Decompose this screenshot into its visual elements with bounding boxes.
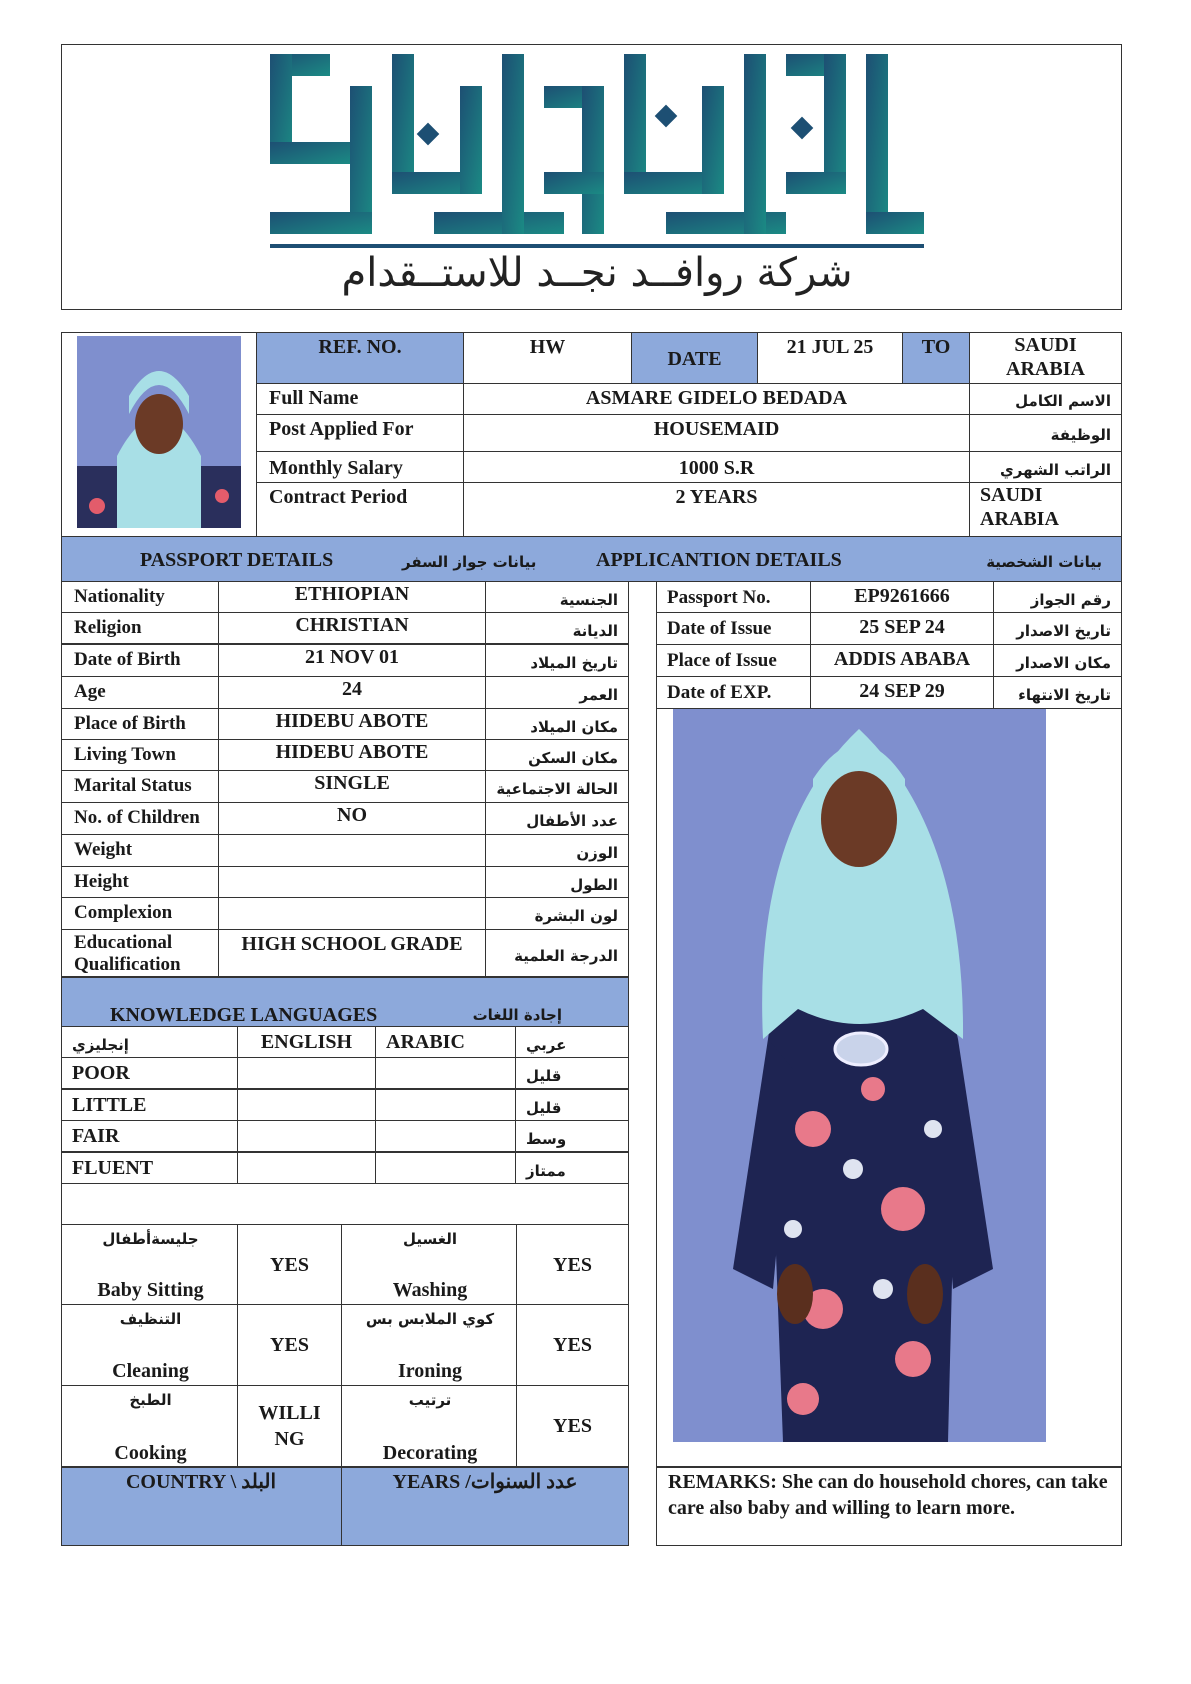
experience-country-label: COUNTRY \ البلد: [125, 1471, 277, 1493]
skill-right-cell: [341, 1304, 517, 1386]
personal-label: Complexion: [61, 897, 219, 930]
lang-level: FLUENT: [61, 1152, 238, 1184]
skill-right-value: YES: [516, 1304, 629, 1386]
skill-left-en: Baby Sitting: [97, 1279, 204, 1301]
skill-right-en: Washing: [392, 1279, 468, 1301]
personal-label: Nationality: [61, 581, 219, 613]
skill-right-ar: الغسيل: [402, 1230, 458, 1248]
lang-english-cell: [237, 1152, 376, 1184]
portrait-photo: [77, 336, 241, 528]
lang-level: FAIR: [61, 1120, 238, 1152]
personal-value: HIDEBU ABOTE: [218, 739, 486, 771]
personal-label: Date of Birth: [61, 644, 219, 677]
skill-left-cell: [61, 1224, 238, 1305]
skill-right-en: Ironing: [397, 1360, 463, 1382]
lang-level: POOR: [61, 1057, 238, 1089]
passport-label-ar: تاريخ الاصدار: [993, 612, 1122, 645]
languages-title-bar: [61, 977, 629, 1027]
personal-label: Educational Qualification: [61, 929, 219, 977]
skill-left-ar: التنظيف: [119, 1310, 182, 1328]
summary-full-name-value: ASMARE GIDELO BEDADA: [463, 383, 970, 415]
personal-value: [218, 897, 486, 930]
languages-title: KNOWLEDGE LANGUAGES: [110, 1004, 378, 1026]
skill-left-ar: الطبخ: [129, 1391, 172, 1409]
passport-value: 24 SEP 29: [810, 676, 994, 709]
personal-label: Living Town: [61, 739, 219, 771]
personal-label-ar: مكان الميلاد: [485, 708, 629, 740]
skill-left-value: YES: [237, 1224, 342, 1305]
personal-label: Age: [61, 676, 219, 709]
lang-arabic-cell: [375, 1057, 516, 1089]
passport-label: Date of EXP.: [656, 676, 811, 709]
passport-label-ar: تاريخ الانتهاء: [993, 676, 1122, 709]
personal-value: 24: [218, 676, 486, 709]
passport-value: ADDIS ABABA: [810, 644, 994, 677]
personal-value: [218, 866, 486, 898]
languages-spacer: [61, 1183, 629, 1225]
lang-head-english: ENGLISH: [237, 1026, 376, 1058]
ref-label: REF. NO.: [256, 332, 464, 384]
experience-years-label: YEARS /عدد السنوات: [392, 1471, 578, 1493]
lang-level: LITTLE: [61, 1089, 238, 1121]
lang-head-arabic: ARABIC: [375, 1026, 516, 1058]
lang-head-ar-right: عربي: [515, 1026, 629, 1058]
personal-value: [218, 834, 486, 867]
personal-value: ETHIOPIAN: [218, 581, 486, 613]
passport-label-ar: رقم الجواز: [993, 581, 1122, 613]
passport-label: Passport No.: [656, 581, 811, 613]
lang-arabic-cell: [375, 1152, 516, 1184]
personal-label: Marital Status: [61, 770, 219, 803]
summary-post-label: Post Applied For: [256, 414, 464, 452]
summary-salary-value: 1000 S.R: [463, 451, 970, 483]
skill-left-cell: [61, 1304, 238, 1386]
languages-title-ar: إجادة اللغات: [472, 1006, 562, 1024]
to-label: TO: [902, 332, 970, 384]
remarks-text: REMARKS: She can do household chores, can take care also baby and willing to learn more.: [668, 1471, 1108, 1519]
passport-label-ar: مكان الاصدار: [993, 644, 1122, 677]
summary-salary-label: Monthly Salary: [256, 451, 464, 483]
ref-value: HW: [463, 332, 632, 384]
company-tagline: شركة روافــد نجــد للاستــقدام: [341, 250, 853, 296]
personal-label: No. of Children: [61, 802, 219, 835]
summary-post-ar: الوظيفة: [969, 414, 1122, 452]
personal-label-ar: لون البشرة: [485, 897, 629, 930]
personal-label: Height: [61, 866, 219, 898]
skill-right-value: YES: [516, 1385, 629, 1468]
passport-label: Date of Issue: [656, 612, 811, 645]
lang-level-ar: ممتاز: [515, 1152, 629, 1184]
skill-left-cell: [61, 1385, 238, 1468]
personal-label-ar: الوزن: [485, 834, 629, 867]
skill-left-ar: جليسةأطفال: [102, 1230, 199, 1248]
personal-label: Place of Birth: [61, 708, 219, 740]
personal-label-ar: الطول: [485, 866, 629, 898]
date-value: 21 JUL 25: [757, 332, 903, 384]
lang-arabic-cell: [375, 1089, 516, 1121]
personal-label-ar: مكان السكن: [485, 739, 629, 771]
personal-value: HIGH SCHOOL GRADE: [218, 929, 486, 977]
personal-label: Religion: [61, 612, 219, 644]
summary-full-name-label: Full Name: [256, 383, 464, 415]
date-label: DATE: [631, 332, 758, 384]
summary-salary-ar: الراتب الشهري: [969, 451, 1122, 483]
passport-value: 25 SEP 24: [810, 612, 994, 645]
summary-contract-ar: SAUDI ARABIA: [969, 482, 1122, 537]
personal-label-ar: الجنسية: [485, 581, 629, 613]
personal-label-ar: الديانة: [485, 612, 629, 644]
skill-right-value: YES: [516, 1224, 629, 1305]
lang-arabic-cell: [375, 1120, 516, 1152]
skill-right-cell: [341, 1385, 517, 1468]
skill-left-value: YES: [237, 1304, 342, 1386]
passport-value: EP9261666: [810, 581, 994, 613]
skill-right-en: Decorating: [382, 1442, 478, 1464]
personal-label-ar: تاريخ الميلاد: [485, 644, 629, 677]
personal-label-ar: الحالة الاجتماعية: [485, 770, 629, 803]
personal-value: NO: [218, 802, 486, 835]
summary-full-name-ar: الاسم الكامل: [969, 383, 1122, 415]
passport-details-title-ar: بيانات جواز السفر: [402, 553, 537, 571]
skill-right-ar: ترتيب: [408, 1391, 452, 1409]
lang-level-ar: قليل: [515, 1089, 629, 1121]
summary-contract-label: Contract Period: [256, 482, 464, 537]
skill-right-ar: كوي الملابس بس: [365, 1310, 495, 1328]
personal-value: 21 NOV 01: [218, 644, 486, 677]
personal-label-ar: العمر: [485, 676, 629, 709]
personal-value: SINGLE: [218, 770, 486, 803]
lang-english-cell: [237, 1057, 376, 1089]
lang-head-ar-left: إنجليزي: [61, 1026, 238, 1058]
personal-label: Weight: [61, 834, 219, 867]
summary-post-value: HOUSEMAID: [463, 414, 970, 452]
full-body-photo: [673, 709, 1046, 1442]
personal-label-ar: الدرجة العلمية: [485, 929, 629, 977]
skill-left-value: WILLI NG: [237, 1385, 342, 1468]
lang-english-cell: [237, 1089, 376, 1121]
lang-level-ar: قليل: [515, 1057, 629, 1089]
application-details-title-ar: بيانات الشخصية: [986, 553, 1102, 571]
passport-details-title: PASSPORT DETAILS: [140, 549, 334, 571]
personal-label-ar: عدد الأطفال: [485, 802, 629, 835]
passport-label: Place of Issue: [656, 644, 811, 677]
summary-contract-value: 2 YEARS: [463, 482, 970, 537]
lang-level-ar: وسط: [515, 1120, 629, 1152]
skill-left-en: Cooking: [114, 1442, 187, 1464]
section-bar: [61, 536, 1122, 582]
application-details-title: APPLICANTION DETAILS: [596, 549, 842, 571]
lang-english-cell: [237, 1120, 376, 1152]
skill-right-cell: [341, 1224, 517, 1305]
skill-left-en: Cleaning: [112, 1360, 189, 1382]
personal-value: HIDEBU ABOTE: [218, 708, 486, 740]
to-value: SAUDI ARABIA: [969, 332, 1122, 384]
personal-value: CHRISTIAN: [218, 612, 486, 644]
company-logo: [262, 46, 932, 296]
